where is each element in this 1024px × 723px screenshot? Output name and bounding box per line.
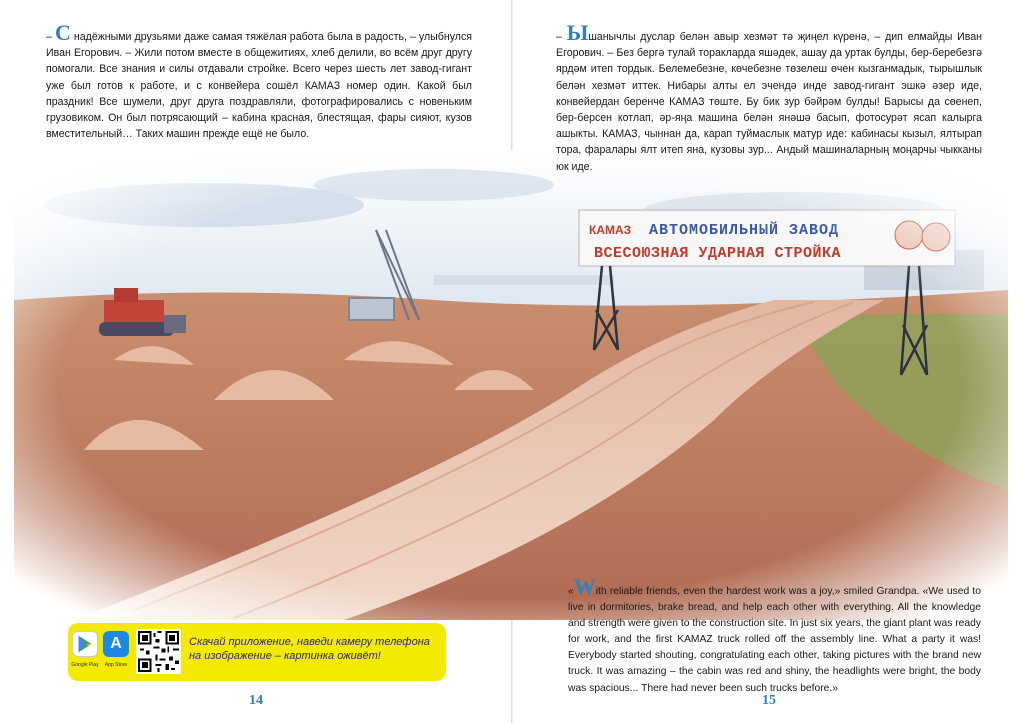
russian-lead-dash: – (46, 31, 55, 43)
google-play-label: Google Play (71, 662, 99, 668)
tatar-paragraph (556, 20, 982, 175)
page-number-left: 14 (249, 693, 263, 708)
google-play-icon[interactable] (72, 631, 98, 657)
app-store-label: App Store (104, 662, 128, 668)
tatar-dropcap: Ы (566, 20, 589, 45)
app-store-icon[interactable]: A (103, 631, 129, 657)
qr-code[interactable] (136, 629, 181, 674)
english-paragraph (568, 574, 981, 697)
tatar-body: шанычлы дуслар белән авыр хезмәт тә җиңел күренә, – дип елмайды Иван Егорович. – Без бергә тулай торакларда яшәдек, ашау да уртак булды, бер-беребезгә ярдәм итеп тордык. Белемебезне, көчебезне төзелеш өчен кызганмадык, тырышлык белән хезмәт иттек. Нибары алты ел эчендә инде завод-гигант эшкә әзер иде, конвейердан беренче КАМАЗ төште. Бу бик зур бәйрәм булды! Барысы да сөенеп, бер-берсен котлап, әр-яңа машина белән янәшә басып, фотосурәт ясап калырга ашыкты. КАМАЗ, чыннан да, карап туймаслык матур иде: кабинасы кызыл, ялтырап тора, фаралары ялт итеп яна, кузовы зур... Андый машиналарның моңарчы чыкканы юк иде. (556, 31, 982, 173)
page-number-right: 15 (762, 693, 776, 708)
construction-site-illustration (14, 150, 1008, 620)
vignette (14, 150, 1008, 620)
russian-paragraph (46, 20, 472, 142)
russian-body: надёжными друзьями даже самая тяжёлая работа была в радость, – улыбнулся Иван Егорович. – Жили потом вместе в общежитиях, хлеб делили, во всём друг другу помогали. Все знания и силы отдавали стройке. Всего через шесть лет завод-гигант уже был готов к работе, и с конвейера сошёл КАМАЗ номер один. Какой был праздник! Все шумели, друг друга поздравляли, фотографировались с новеньким грузовиком. Он был потрясающий – кабина красная, блестящая, фары сияют, кузов вместительный… Таких машин прежде ещё не было. (46, 31, 472, 141)
app-banner-text: Скачай приложение, наведи камеру телефона на изображение – картинка оживёт! (189, 636, 430, 662)
english-body: ith reliable friends, even the hardest work was a joy,» smiled Grandpa. «We used to live in dormitories, brake bread, and help each other with everything. All the knowledge and strength were given to the construction site. In just six years, the giant plant was ready for work, and the first KAMAZ truck rolled off the assembly line. What a party it was! Everybody started shouting, congratulating each other, taking pictures with the brand new truck. It was amazing – the cabin was red and shiny, the headlights were bright, the body was spacious... There had never been such trucks before.» (568, 586, 981, 694)
app-promo-banner (68, 623, 446, 681)
tatar-lead-dash: – (556, 31, 567, 43)
english-dropcap: W (573, 574, 596, 599)
russian-dropcap: С (54, 20, 71, 45)
english-open-quote: « (568, 586, 574, 597)
